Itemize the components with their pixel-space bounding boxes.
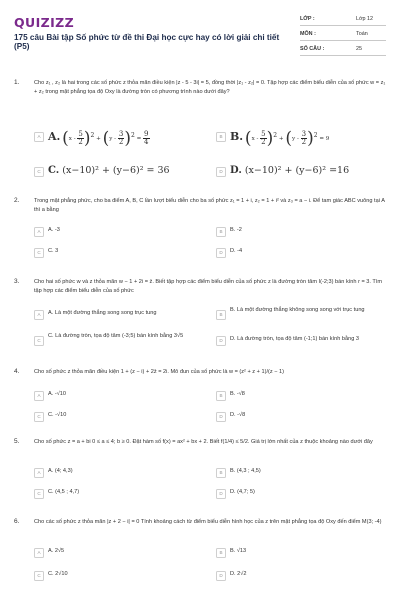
option-formula: B. (x - $\frac{5}{2}$ )2 + (y - $\frac{3}{2}$ )2 = 9 [230,128,330,149]
option-formula: C. (x−10)² + (y−6)² = 36 [48,165,170,176]
question-text: Cho số phức z = a + bi 0 ≤ a ≤ 4; b ≥ 0. Đặt hàm số f(x) = ax² + bx + 2. Biết f(1/4) ≤ 5/2. Giá trị lớn nhất của z thuộc khoảng nào dưới đây [34,439,373,445]
option-formula: D. (x−10)² + (y−6)² =16 [230,165,350,176]
meta-underline [300,55,386,56]
option-letter-box: D [216,248,226,258]
worksheet-title: 175 câu Bài tập Số phức từ đề thi Đại học cực hay có lời giải chi tiết (P5) [14,33,280,51]
option-text: A. -3 [48,227,60,233]
meta-underline [300,40,386,41]
option-letter-box: C [34,248,44,258]
question-text: Cho hai số phức w và z thỏa mãn w − 1 + 2i = z̄. Biết tập hợp các điểm biểu diễn của số phức z là đường tròn tâm I(-2;3) bán kính r = 3. Tìm tập hợp các điểm biểu diễn của số phức [34,279,383,294]
meta-class: LỚP : Lớp 12 [300,16,374,22]
option-text: D. -√8 [230,412,246,418]
option-formula: A. (x - $\frac{5}{2}$ )2 + (y - $\frac{3}{2}$ )2 = $\frac{9}{4}$ [48,128,149,149]
option-text: B. Là một đường thẳng không song song với trục tung [230,307,365,313]
meta-subject: MÔN : Toán [300,31,368,37]
option-letter-box: B [216,548,226,558]
option-letter-box: B [216,468,226,478]
option-letter-box: D [216,167,226,177]
option-text: A. -√10 [48,391,66,397]
page-header [0,0,400,62]
option-letter-box: D [216,412,226,422]
option-letter-box: A [34,227,44,237]
option-letter-box: B [216,132,226,142]
quizizz-logo: QUIZIZZ [14,15,75,30]
question-text: Cho số phức z thỏa mãn điều kiện 1 + (z − i) + 2z̄ = 2i. Mô đun của số phức là w = (z² + z + 1)/(z − 1) [34,369,285,375]
question-text: Cho z₁ , z₂ là hai trong các số phức z thỏa mãn điều kiện |z - 5 - 3i| = 5, đồng thời |z₁ - z₂| = 0. Tập hợp các điểm biểu diễn của số phức w = z₁ + z₂ trong mặt phẳng tọa độ Oxy là đường tròn có phương trình nào dưới đây? [34,80,386,95]
option-text: C. Là đường tròn, tọa độ tâm (-3;5) bán kính bằng 3√5 [48,333,184,339]
option-letter-box: A [34,310,44,320]
option-letter-box: B [216,227,226,237]
option-text: A. Là một đường thẳng song song trục tung [48,310,157,316]
option-text: B. √13 [230,548,247,554]
option-letter-box: C [34,489,44,499]
option-letter-box: C [34,571,44,581]
option-letter-box: B [216,310,226,320]
option-text: C. -√10 [48,412,67,418]
question-number: 2. [14,197,20,204]
meta-count: SỐ CÂU : 25 [300,46,362,52]
question-number: 3. [14,278,20,285]
option-letter-box: A [34,468,44,478]
option-text: D. (4,7; 5) [230,489,255,495]
option-text: C. 2√10 [48,571,68,577]
option-text: A. 2√5 [48,548,65,554]
option-letter-box: D [216,336,226,346]
meta-underline [300,25,386,26]
question-text: Cho các số phức z thỏa mãn |z + 2 − i| = 0 Tính khoảng cách từ điểm biểu diễn hình học của z trên mặt phẳng tọa độ Oxy đến điểm M(3; -4) [34,519,382,525]
option-letter-box: A [34,548,44,558]
option-text: C. (4,5 ; 4,7) [48,489,80,495]
option-text: C. 3 [48,248,59,254]
option-letter-box: C [34,412,44,422]
option-letter-box: B [216,391,226,401]
option-text: D. Là đường tròn, tọa độ tâm (-1;1) bán kính bằng 3 [230,336,359,342]
question-number: 4. [14,368,20,375]
question-number: 1. [14,79,20,86]
option-text: A. (4; 4,3) [48,468,73,474]
question-number: 6. [14,518,20,525]
question-text: Trong mặt phẳng phức, cho ba điểm A, B, C lần lượt biểu diễn cho ba số phức z₁ = 1 + i, z₂ = 1 + i² và z₃ = a − i. Để tam giác ABC vuông tại A thì a bằng [34,198,385,213]
option-letter-box: D [216,571,226,581]
option-text: D. 2√2 [230,571,247,577]
option-text: B. -2 [230,227,242,233]
option-letter-box: D [216,489,226,499]
option-text: B. (4,3 ; 4,5) [230,468,261,474]
option-letter-box: C [34,167,44,177]
option-letter-box: A [34,132,44,142]
option-text: B. -√8 [230,391,245,397]
option-text: D. -4 [230,248,243,254]
option-letter-box: C [34,336,44,346]
option-letter-box: A [34,391,44,401]
question-number: 5. [14,438,20,445]
